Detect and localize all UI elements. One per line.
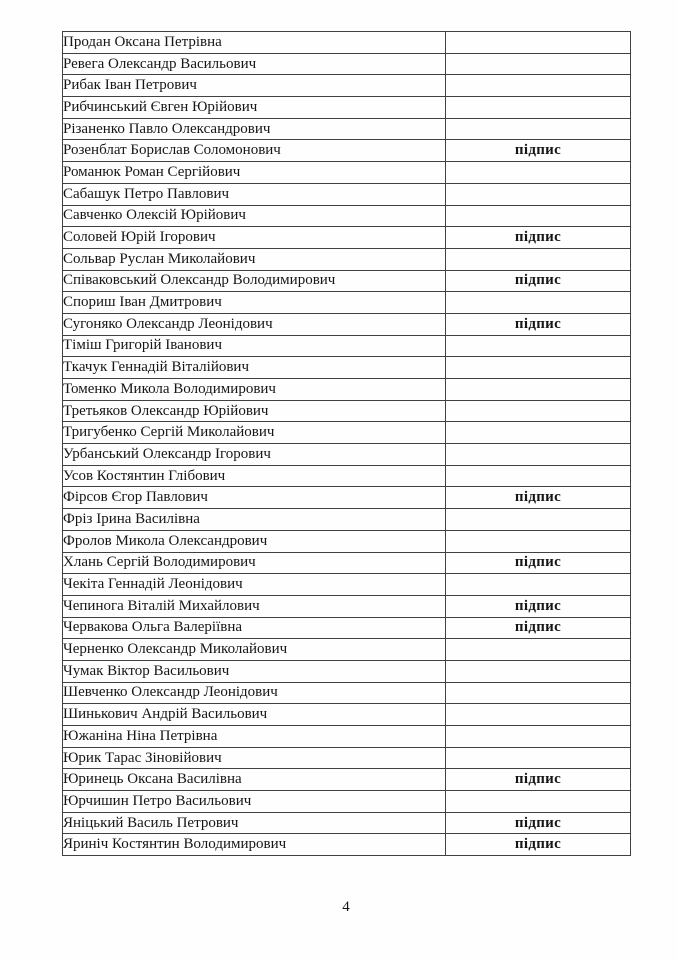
deputy-name-cell: Юрик Тарас Зіновійович <box>63 747 446 769</box>
page-number: 4 <box>342 899 350 915</box>
deputy-name-cell: Яриніч Костянтин Володимирович <box>63 834 446 856</box>
table-row <box>63 335 631 357</box>
signature-cell-empty <box>446 509 631 531</box>
signature-cell-empty <box>446 379 631 401</box>
deputy-name-cell: Спориш Іван Дмитрович <box>63 292 446 314</box>
table-row <box>63 400 631 422</box>
table-row <box>63 617 631 639</box>
deputy-name-cell: Юрчишин Петро Васильович <box>63 791 446 813</box>
signature-cell-signed: підпис <box>446 270 631 292</box>
deputy-name-cell: Хлань Сергій Володимирович <box>63 552 446 574</box>
signature-cell-signed: підпис <box>446 834 631 856</box>
signature-roster-table <box>62 31 631 856</box>
signature-cell-empty <box>446 75 631 97</box>
table-row <box>63 574 631 596</box>
signature-cell-signed: підпис <box>446 140 631 162</box>
deputy-name-cell: Рибак Іван Петрович <box>63 75 446 97</box>
table-row <box>63 791 631 813</box>
deputy-name-cell: Чумак Віктор Васильович <box>63 660 446 682</box>
table-row <box>63 682 631 704</box>
table-row <box>63 97 631 119</box>
signature-cell-empty <box>446 183 631 205</box>
signature-cell-signed: підпис <box>446 617 631 639</box>
deputy-name-cell: Фірсов Єгор Павлович <box>63 487 446 509</box>
deputy-name-cell: Ревега Олександр Васильович <box>63 53 446 75</box>
signature-cell-empty <box>446 791 631 813</box>
table-row <box>63 248 631 270</box>
signature-cell-signed: підпис <box>446 227 631 249</box>
deputy-name-cell: Черненко Олександр Миколайович <box>63 639 446 661</box>
signature-cell-empty <box>446 660 631 682</box>
deputy-name-cell: Сабашук Петро Павлович <box>63 183 446 205</box>
signature-cell-empty <box>446 726 631 748</box>
table-row <box>63 53 631 75</box>
deputy-name-cell: Чекіта Геннадій Леонідович <box>63 574 446 596</box>
signature-cell-signed: підпис <box>446 552 631 574</box>
deputy-name-cell: Продан Оксана Петрівна <box>63 32 446 54</box>
table-row <box>63 313 631 335</box>
signature-cell-empty <box>446 335 631 357</box>
signature-cell-signed: підпис <box>446 812 631 834</box>
table-row <box>63 118 631 140</box>
deputy-name-cell: Рибчинський Євген Юрійович <box>63 97 446 119</box>
table-row <box>63 530 631 552</box>
deputy-name-cell: Шинькович Андрій Васильович <box>63 704 446 726</box>
table-row <box>63 726 631 748</box>
table-row <box>63 292 631 314</box>
signature-cell-empty <box>446 162 631 184</box>
signature-cell-empty <box>446 639 631 661</box>
signature-cell-empty <box>446 205 631 227</box>
table-row <box>63 227 631 249</box>
deputy-name-cell: Урбанський Олександр Ігорович <box>63 444 446 466</box>
deputy-name-cell: Яніцький Василь Петрович <box>63 812 446 834</box>
deputy-name-cell: Третьяков Олександр Юрійович <box>63 400 446 422</box>
signature-cell-empty <box>446 248 631 270</box>
signature-cell-signed: підпис <box>446 769 631 791</box>
table-row <box>63 812 631 834</box>
table-row <box>63 379 631 401</box>
deputy-name-cell: Чепинога Віталій Михайлович <box>63 595 446 617</box>
deputy-name-cell: Савченко Олексій Юрійович <box>63 205 446 227</box>
signature-cell-empty <box>446 530 631 552</box>
table-row <box>63 32 631 54</box>
deputy-name-cell: Юринець Оксана Василівна <box>63 769 446 791</box>
deputy-name-cell: Сугоняко Олександр Леонідович <box>63 313 446 335</box>
table-row <box>63 834 631 856</box>
deputy-name-cell: Южаніна Ніна Петрівна <box>63 726 446 748</box>
table-row <box>63 747 631 769</box>
table-row <box>63 205 631 227</box>
table-row <box>63 639 631 661</box>
signature-cell-empty <box>446 682 631 704</box>
deputy-name-cell: Розенблат Борислав Соломонович <box>63 140 446 162</box>
table-row <box>63 270 631 292</box>
table-row <box>63 509 631 531</box>
deputy-name-cell: Ткачук Геннадій Віталійович <box>63 357 446 379</box>
signature-cell-empty <box>446 53 631 75</box>
signature-cell-signed: підпис <box>446 313 631 335</box>
signature-cell-signed: підпис <box>446 595 631 617</box>
table-row <box>63 444 631 466</box>
signature-cell-empty <box>446 357 631 379</box>
signature-cell-empty <box>446 292 631 314</box>
table-row <box>63 422 631 444</box>
table-row <box>63 183 631 205</box>
table-row <box>63 595 631 617</box>
deputy-name-cell: Тіміш Григорій Іванович <box>63 335 446 357</box>
signature-cell-empty <box>446 704 631 726</box>
signature-cell-empty <box>446 118 631 140</box>
signature-cell-empty <box>446 444 631 466</box>
signature-cell-empty <box>446 32 631 54</box>
table-row <box>63 140 631 162</box>
deputy-name-cell: Соловей Юрій Ігорович <box>63 227 446 249</box>
table-row <box>63 660 631 682</box>
roster-table-body <box>63 32 631 856</box>
table-row <box>63 704 631 726</box>
signature-cell-empty <box>446 422 631 444</box>
table-row <box>63 552 631 574</box>
deputy-name-cell: Томенко Микола Володимирович <box>63 379 446 401</box>
signature-cell-empty <box>446 465 631 487</box>
table-row <box>63 465 631 487</box>
deputy-name-cell: Шевченко Олександр Леонідович <box>63 682 446 704</box>
deputy-name-cell: Романюк Роман Сергійович <box>63 162 446 184</box>
table-row <box>63 162 631 184</box>
signature-cell-empty <box>446 574 631 596</box>
deputy-name-cell: Фролов Микола Олександрович <box>63 530 446 552</box>
table-row <box>63 487 631 509</box>
signature-cell-signed: підпис <box>446 487 631 509</box>
signature-cell-empty <box>446 400 631 422</box>
signature-cell-empty <box>446 747 631 769</box>
deputy-name-cell: Співаковський Олександр Володимирович <box>63 270 446 292</box>
deputy-name-cell: Різаненко Павло Олександрович <box>63 118 446 140</box>
deputy-name-cell: Червакова Ольга Валеріївна <box>63 617 446 639</box>
deputy-name-cell: Тригубенко Сергій Миколайович <box>63 422 446 444</box>
deputy-name-cell: Сольвар Руслан Миколайович <box>63 248 446 270</box>
signature-cell-empty <box>446 97 631 119</box>
table-row <box>63 769 631 791</box>
table-row <box>63 357 631 379</box>
deputy-name-cell: Усов Костянтин Глібович <box>63 465 446 487</box>
deputy-name-cell: Фріз Ірина Василівна <box>63 509 446 531</box>
table-row <box>63 75 631 97</box>
